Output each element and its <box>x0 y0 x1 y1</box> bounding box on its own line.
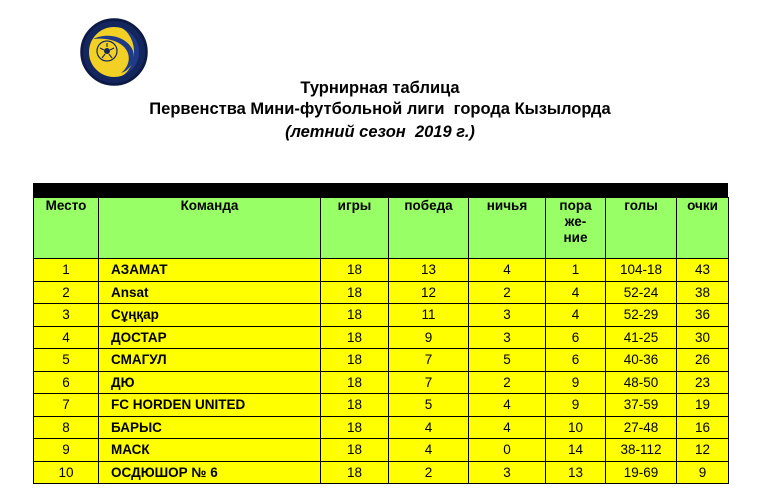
cell-draws: 2 <box>469 281 546 304</box>
cell-games: 18 <box>321 371 389 394</box>
cell-points: 30 <box>677 326 729 349</box>
cell-team: Сұңқар <box>99 304 321 327</box>
cell-wins: 2 <box>389 461 469 484</box>
cell-losses: 13 <box>546 461 606 484</box>
cell-games: 18 <box>321 281 389 304</box>
table-header-row <box>34 198 729 259</box>
cell-position: 3 <box>34 304 99 327</box>
cell-losses: 4 <box>546 304 606 327</box>
cell-position: 9 <box>34 439 99 462</box>
table-top-black-bar <box>33 183 728 197</box>
cell-draws: 4 <box>469 259 546 282</box>
cell-points: 38 <box>677 281 729 304</box>
cell-goals: 41-25 <box>606 326 677 349</box>
table-row <box>34 439 729 462</box>
cell-wins: 4 <box>389 416 469 439</box>
cell-team: ДЮ <box>99 371 321 394</box>
cell-wins: 9 <box>389 326 469 349</box>
cell-points: 9 <box>677 461 729 484</box>
cell-team: БАРЫС <box>99 416 321 439</box>
cell-goals: 27-48 <box>606 416 677 439</box>
cell-team: FC HORDEN UNITED <box>99 394 321 417</box>
cell-points: 26 <box>677 349 729 372</box>
cell-draws: 4 <box>469 416 546 439</box>
header-wins: победа <box>389 198 469 259</box>
cell-wins: 12 <box>389 281 469 304</box>
cell-goals: 52-29 <box>606 304 677 327</box>
table-row <box>34 304 729 327</box>
table-row <box>34 259 729 282</box>
cell-points: 23 <box>677 371 729 394</box>
header-games: игры <box>321 198 389 259</box>
title-line-1: Турнирная таблица <box>300 79 460 97</box>
cell-position: 4 <box>34 326 99 349</box>
standings-table-container <box>33 183 728 484</box>
cell-points: 43 <box>677 259 729 282</box>
cell-losses: 6 <box>546 326 606 349</box>
title-line-2: Первенства Мини-футбольной лиги города Кызылорда <box>149 100 611 118</box>
cell-position: 2 <box>34 281 99 304</box>
federation-emblem <box>79 17 149 87</box>
header-draws: ничья <box>469 198 546 259</box>
cell-draws: 3 <box>469 304 546 327</box>
cell-losses: 1 <box>546 259 606 282</box>
title-subtitle-season: (летний сезон 2019 г.) <box>285 123 475 141</box>
cell-games: 18 <box>321 349 389 372</box>
cell-wins: 7 <box>389 371 469 394</box>
cell-goals: 38-112 <box>606 439 677 462</box>
cell-team: ОСДЮШОР № 6 <box>99 461 321 484</box>
cell-team: МАСК <box>99 439 321 462</box>
table-row <box>34 371 729 394</box>
cell-position: 5 <box>34 349 99 372</box>
header-losses-line1: пора <box>559 198 592 213</box>
cell-position: 8 <box>34 416 99 439</box>
header-losses <box>546 198 606 259</box>
standings-table <box>33 197 729 484</box>
cell-position: 1 <box>34 259 99 282</box>
cell-position: 6 <box>34 371 99 394</box>
cell-draws: 5 <box>469 349 546 372</box>
cell-goals: 52-24 <box>606 281 677 304</box>
cell-games: 18 <box>321 439 389 462</box>
cell-wins: 4 <box>389 439 469 462</box>
cell-points: 19 <box>677 394 729 417</box>
cell-losses: 4 <box>546 281 606 304</box>
header-position: Место <box>34 198 99 259</box>
table-row <box>34 394 729 417</box>
cell-wins: 13 <box>389 259 469 282</box>
cell-wins: 5 <box>389 394 469 417</box>
cell-draws: 3 <box>469 326 546 349</box>
table-body <box>34 259 729 484</box>
table-row <box>34 461 729 484</box>
table-row <box>34 416 729 439</box>
cell-losses: 6 <box>546 349 606 372</box>
table-row <box>34 281 729 304</box>
cell-games: 18 <box>321 259 389 282</box>
cell-points: 16 <box>677 416 729 439</box>
cell-losses: 9 <box>546 394 606 417</box>
cell-losses: 14 <box>546 439 606 462</box>
header-team: Команда <box>99 198 321 259</box>
cell-draws: 2 <box>469 371 546 394</box>
cell-goals: 19-69 <box>606 461 677 484</box>
cell-points: 12 <box>677 439 729 462</box>
header-losses-line3: ние <box>563 230 588 245</box>
cell-draws: 4 <box>469 394 546 417</box>
emblem-icon <box>79 17 149 87</box>
cell-games: 18 <box>321 326 389 349</box>
cell-games: 18 <box>321 461 389 484</box>
table-row <box>34 349 729 372</box>
cell-games: 18 <box>321 394 389 417</box>
page-title <box>0 78 760 144</box>
cell-goals: 104-18 <box>606 259 677 282</box>
table-row <box>34 326 729 349</box>
header-losses-line2: же- <box>564 214 587 229</box>
cell-team: АЗАМАТ <box>99 259 321 282</box>
cell-wins: 7 <box>389 349 469 372</box>
table-header <box>34 198 729 259</box>
cell-position: 10 <box>34 461 99 484</box>
cell-games: 18 <box>321 304 389 327</box>
cell-losses: 9 <box>546 371 606 394</box>
header-points: очки <box>677 198 729 259</box>
cell-goals: 48-50 <box>606 371 677 394</box>
cell-team: СМАГУЛ <box>99 349 321 372</box>
cell-losses: 10 <box>546 416 606 439</box>
cell-goals: 40-36 <box>606 349 677 372</box>
cell-games: 18 <box>321 416 389 439</box>
cell-wins: 11 <box>389 304 469 327</box>
cell-draws: 3 <box>469 461 546 484</box>
cell-draws: 0 <box>469 439 546 462</box>
header-goals: голы <box>606 198 677 259</box>
cell-position: 7 <box>34 394 99 417</box>
cell-team: ДОСТАР <box>99 326 321 349</box>
cell-points: 36 <box>677 304 729 327</box>
cell-team: Ansat <box>99 281 321 304</box>
cell-goals: 37-59 <box>606 394 677 417</box>
